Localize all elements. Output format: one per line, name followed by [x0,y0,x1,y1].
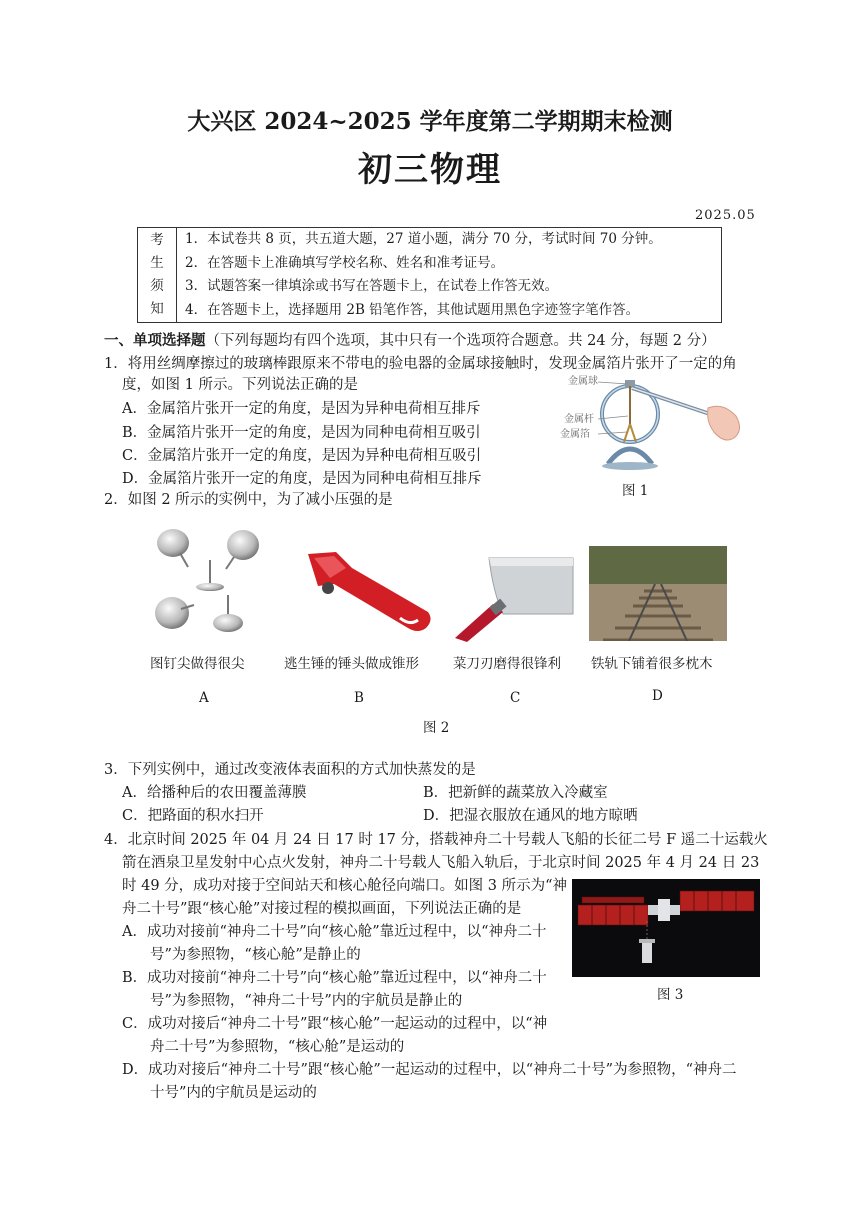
q2-letter-b: B [354,690,364,706]
fig1-label-foil: 金属箔 [560,429,590,440]
q4-option-a-line2: 号”为参照物，“核心舱”是静止的 [150,947,361,963]
section-title: 一、单项选择题 [104,332,206,349]
q4-option-c-line1: C．成功对接后“神舟二十号”跟“核心舱”一起运动的过程中，以“神 [122,1016,548,1032]
notice-side-char: 考 [150,232,164,248]
q2-stem: 2．如图 2 所示的实例中，为了减小压强的是 [104,492,393,508]
q1-stem-line2: 度，如图 1 所示。下列说法正确的是 [122,377,358,393]
q1-stem-line1: 1．将用丝绸摩擦过的玻璃棒跟原来不带电的验电器的金属球接触时，发现金属箔片张开了一定的角 [104,356,737,372]
q2-letter-d: D [652,688,663,704]
section-heading [104,331,716,351]
notice-item: 1．本试卷共 8 页，共五道大题，27 道小题，满分 70 分，考试时间 70 分钟。 [185,231,662,247]
q4-option-b-line2: 号”为参照物，“神舟二十号”内的宇航员是静止的 [150,993,463,1009]
q3-option-a: A．给播种后的农田覆盖薄膜 [122,785,307,801]
notice-side-char: 须 [150,278,164,294]
q1-option-c: C．金属箔片张开一定的角度，是因为异种电荷相互吸引 [122,448,482,464]
q3-option-d: D．把湿衣服放在通风的地方晾晒 [423,808,638,824]
notice-item: 2．在答题卡上准确填写学校名称、姓名和准考证号。 [185,254,505,271]
q2-caption-b: 逃生锤的锤头做成锥形 [284,656,419,672]
q2-letter-a: A [199,690,209,706]
fig1-label-ball: 金属球 [568,376,598,387]
q2-caption-d: 铁轨下铺着很多枕木 [591,656,713,672]
notice-side-char: 知 [150,301,164,317]
q3-option-c: C．把路面的积水扫开 [122,808,264,824]
q3-stem: 3．下列实例中，通过改变液体表面积的方式加快蒸发的是 [104,762,476,778]
notice-item: 4．在答题卡上，选择题用 2B 铅笔作答，其他试题用黑色字迹签字笔作答。 [185,301,640,318]
q1-option-d: D．金属箔片张开一定的角度，是因为同种电荷相互排斥 [122,471,482,487]
railway-image [589,546,727,641]
q3-option-b: B．把新鲜的蔬菜放入冷藏室 [423,785,608,801]
q2-letter-c: C [510,690,521,706]
q1-option-a: A．金属箔片张开一定的角度，是因为异种电荷相互排斥 [122,401,481,417]
notice-side-char: 生 [150,255,164,271]
thumbtacks-image [148,525,263,645]
notice-side-label [138,228,177,323]
fig1-label-rod: 金属杆 [564,414,594,425]
q4-option-a-line1: A．成功对接前“神舟二十号”向“核心舱”靠近过程中，以“神舟二十 [122,924,547,940]
notice-items [177,228,722,323]
q1-option-b: B．金属箔片张开一定的角度，是因为同种电荷相互吸引 [122,425,481,441]
notice-table [137,227,722,323]
q4-option-c-line2: 舟二十号”为参照物，“核心舱”是运动的 [150,1039,405,1055]
exam-date: 2025.05 [695,208,756,223]
fig1-caption: 图 1 [622,483,649,499]
fig3-caption: 图 3 [657,987,684,1003]
q2-caption-a: 图钉尖做得很尖 [150,656,245,672]
q4-option-d-line2: 十号”内的宇航员是运动的 [150,1085,317,1101]
q4-stem-line2: 箭在酒泉卫星发射中心点火发射，神舟二十号载人飞船入轨后，于北京时间 2025 年 4 月 24 日 23 [122,855,760,871]
q4-stem-line4: 舟二十号”跟“核心舱”对接过程的模拟画面，下列说法正确的是 [122,901,522,917]
q4-option-d-line1: D．成功对接后“神舟二十号”跟“核心舱”一起运动的过程中，以“神舟二十号”为参照物，“神舟二 [122,1062,737,1078]
q4-stem-line1: 4．北京时间 2025 年 04 月 24 日 17 时 17 分，搭载神舟二十号载人飞船的长征二号 F 遥二十运载火 [104,832,768,848]
exam-title: 大兴区 2024~2025 学年度第二学期期末检测 [187,108,673,135]
section-desc: （下列每题均有四个选项，其中只有一个选项符合题意。共 24 分，每题 2 分） [205,333,716,349]
q4-option-b-line1: B．成功对接前“神舟二十号”向“核心舱”靠近过程中，以“神舟二十 [122,970,547,986]
fig2-caption: 图 2 [423,720,450,736]
q2-caption-c: 菜刀刃磨得很锋利 [453,656,561,672]
cleaver-image [451,552,578,642]
exam-subject: 初三物理 [358,150,502,190]
space-station-image [572,879,760,977]
q4-stem-line3: 时 49 分，成功对接于空间站天和核心舱径向端口。如图 3 所示为“神 [122,878,568,894]
escape-hammer-image [300,548,435,638]
notice-item: 3．试题答案一律填涂或书写在答题卡上，在试卷上作答无效。 [185,278,559,294]
